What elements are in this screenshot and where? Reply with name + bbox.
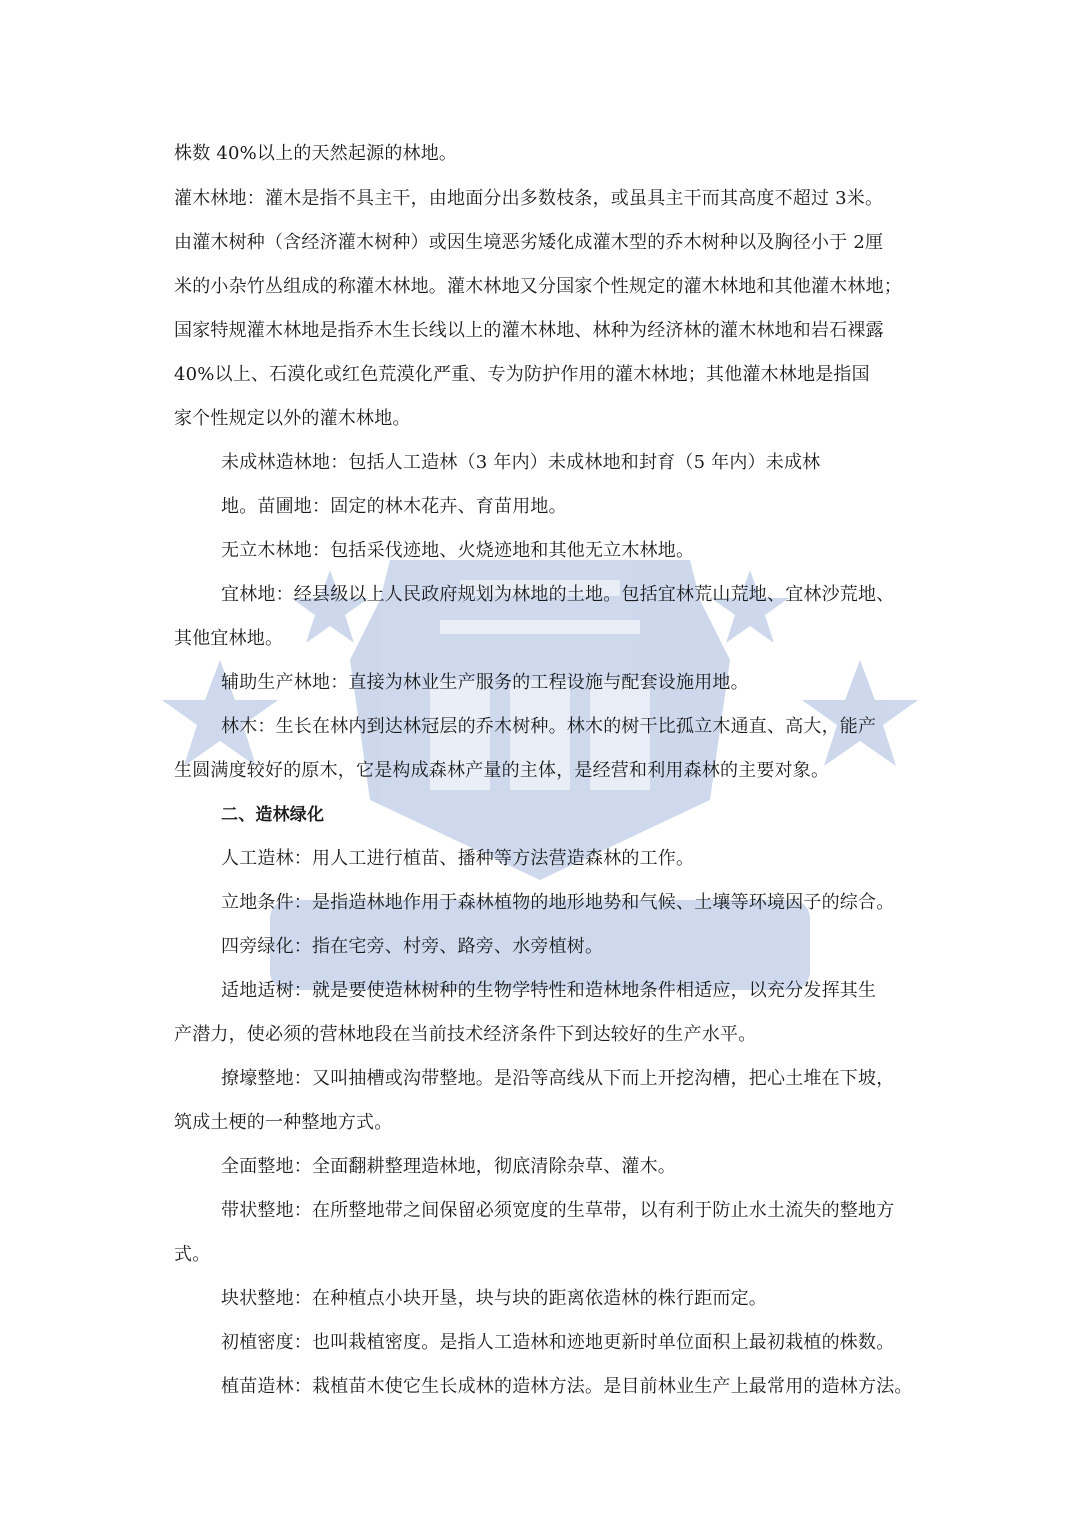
paragraph-line: 未成林造林地：包括人工造林（3 年内）未成林地和封育（5 年内）未成林: [221, 452, 821, 473]
paragraph-line: 带状整地：在所整地带之间保留必须宽度的生草带，以有利于防止水土流失的整地方: [221, 1200, 895, 1221]
paragraph-line: 适地适树：就是要使造林树种的生物学特性和造林地条件相适应，以充分发挥其生: [221, 980, 877, 1001]
watermark-star-right: [802, 660, 918, 766]
paragraph-line: 其他宜林地。: [174, 628, 284, 649]
paragraph-line: 株数 40%以上的天然起源的林地。: [174, 143, 458, 164]
paragraph-line: 式。: [174, 1244, 211, 1265]
paragraph-line: 产潜力，使必须的营林地段在当前技术经济条件下到达较好的生产水平。: [174, 1024, 757, 1045]
paragraph-line: 筑成土梗的一种整地方式。: [174, 1112, 393, 1133]
paragraph-line: 辅助生产林地：直接为林业生产服务的工程设施与配套设施用地。: [221, 672, 749, 693]
paragraph-line: 米的小杂竹丛组成的称灌木林地。灌木林地又分国家个性规定的灌木林地和其他灌木林地；: [174, 276, 902, 297]
paragraph-line: 植苗造林：栽植苗木使它生长成林的造林方法。是目前林业生产上最常用的造林方法。: [221, 1376, 913, 1397]
paragraph-line: 灌木林地：灌木是指不具主干，由地面分出多数枝条，或虽具主干而其高度不超过 3米。: [174, 188, 884, 209]
paragraph-line: 宜林地：经县级以上人民政府规划为林地的土地。包括宜林荒山荒地、宜林沙荒地、: [221, 584, 895, 605]
paragraph-line: 立地条件：是指造林地作用于森林植物的地形地势和气候、土壤等环境因子的综合。: [221, 892, 895, 913]
paragraph-line: 块状整地：在种植点小块开垦，块与块的距离依造林的株行距而定。: [221, 1288, 767, 1309]
paragraph-line: 40%以上、石漠化或红色荒漠化严重、专为防护作用的灌木林地；其他灌木林地是指国: [174, 364, 870, 385]
paragraph-line: 家个性规定以外的灌木林地。: [174, 408, 411, 429]
paragraph-line: 无立木林地：包括采伐迹地、火烧迹地和其他无立木林地。: [221, 540, 695, 561]
paragraph-line: 人工造林：用人工进行植苗、播种等方法营造森林的工作。: [221, 848, 695, 869]
paragraph-line: 由灌木树种（含经济灌木树种）或因生境恶劣矮化成灌木型的乔木树种以及胸径小于 2厘: [174, 232, 884, 253]
paragraph-line: 初植密度：也叫栽植密度。是指人工造林和迹地更新时单位面积上最初栽植的株数。: [221, 1332, 895, 1353]
paragraph-line: 地。苗圃地：固定的林木花卉、育苗用地。: [221, 496, 567, 517]
paragraph-line: 林木：生长在林内到达林冠层的乔木树种。林木的树干比孤立木通直、高大，能产: [221, 716, 877, 737]
paragraph-line: 撩壕整地：又叫抽槽或沟带整地。是沿等高线从下而上开挖沟槽，把心土堆在下坡，: [221, 1068, 895, 1089]
paragraph-line: 生圆满度较好的原木，它是构成森林产量的主体，是经营和利用森林的主要对象。: [174, 760, 830, 781]
paragraph-line: 全面整地：全面翻耕整理造林地，彻底清除杂草、灌木。: [221, 1156, 676, 1177]
paragraph-line: 国家特规灌木林地是指乔木生长线以上的灌木林地、林种为经济林的灌木林地和岩石裸露: [174, 320, 884, 341]
paragraph-line: 四旁绿化：指在宅旁、村旁、路旁、水旁植树。: [221, 936, 604, 957]
section-heading: 二、造林绿化: [221, 805, 325, 825]
